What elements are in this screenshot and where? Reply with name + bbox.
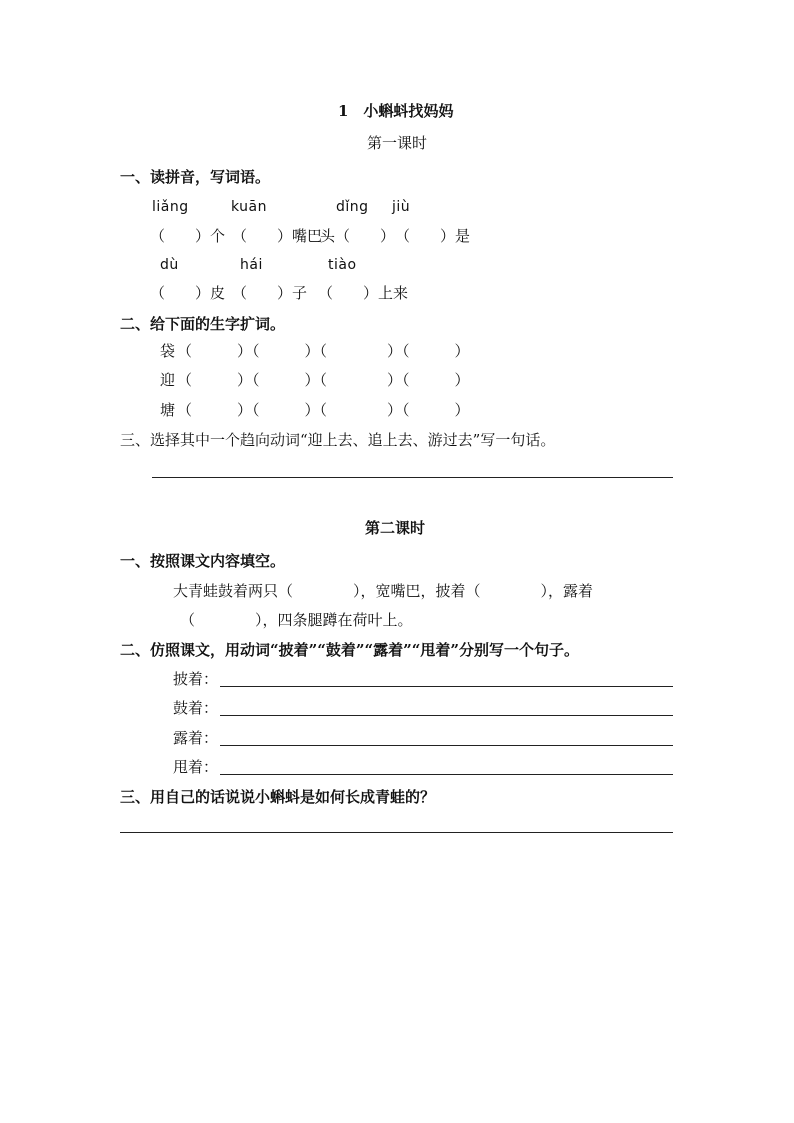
word-blank-tou[interactable]: 头（ ） bbox=[320, 227, 396, 245]
answer-line[interactable] bbox=[152, 477, 673, 478]
lesson1-heading: 第一课时 bbox=[367, 134, 428, 152]
sentence-label-shuaizhe: 甩着： bbox=[173, 758, 219, 776]
sentence-label-guzhe: 鼓着： bbox=[173, 699, 219, 717]
word-blank-ge[interactable]: （ ）个 bbox=[150, 227, 226, 245]
pinyin-jiu: jiù bbox=[392, 199, 411, 215]
lesson2-q2-label: 二、仿照课文，用动词“披着”“鼓着”“露着”“甩着”分别写一个句子。 bbox=[120, 641, 580, 659]
word-blank-pi[interactable]: （ ）皮 bbox=[150, 284, 226, 302]
sentence-line-pizhe[interactable] bbox=[220, 686, 673, 687]
pinyin-hai: hái bbox=[240, 257, 263, 273]
pinyin-liang: liǎng bbox=[152, 199, 189, 215]
char-dai: 袋 bbox=[160, 342, 176, 360]
lesson1-q2-label: 二、给下面的生字扩词。 bbox=[120, 315, 286, 333]
pinyin-tiao: tiào bbox=[328, 257, 357, 273]
sentence-label-luzhe: 露着： bbox=[173, 729, 219, 747]
sentence-line-guzhe[interactable] bbox=[220, 715, 673, 716]
pinyin-ding: dǐng bbox=[336, 199, 369, 215]
sentence-label-pizhe: 披着： bbox=[173, 670, 219, 688]
fill-line-1[interactable]: 大青蛙鼓着两只（ ），宽嘴巴，披着（ ），露着 bbox=[173, 582, 594, 600]
page-title: 1 小蝌蚪找妈妈 bbox=[338, 102, 454, 120]
word-blank-shanglai[interactable]: （ ）上来 bbox=[318, 284, 409, 302]
sentence-line-shuaizhe[interactable] bbox=[220, 774, 673, 775]
answer-line-growth[interactable] bbox=[120, 832, 673, 833]
lesson2-heading: 第二课时 bbox=[365, 519, 426, 537]
word-blank-shi[interactable]: （ ）是 bbox=[395, 227, 471, 245]
lesson2-q1-label: 一、按照课文内容填空。 bbox=[120, 552, 286, 570]
char-ying: 迎 bbox=[160, 371, 176, 389]
word-blank-zi[interactable]: （ ）子 bbox=[232, 284, 308, 302]
sentence-line-luzhe[interactable] bbox=[220, 745, 673, 746]
char-tang: 塘 bbox=[160, 401, 176, 419]
char-tang-blanks[interactable]: （ ）（ ）（ ）（ ） bbox=[177, 401, 470, 419]
lesson1-q3-label: 三、选择其中一个趋向动词“迎上去、追上去、游过去”写一句话。 bbox=[120, 431, 556, 449]
lesson2-q3-label: 三、用自己的话说说小蝌蚪是如何长成青蛙的？ bbox=[120, 788, 436, 806]
lesson1-q1-label: 一、读拼音，写词语。 bbox=[120, 168, 271, 186]
pinyin-kuan: kuān bbox=[231, 199, 268, 215]
pinyin-du: dù bbox=[160, 257, 179, 273]
char-ying-blanks[interactable]: （ ）（ ）（ ）（ ） bbox=[177, 371, 470, 389]
word-blank-zuiba[interactable]: （ ）嘴巴 bbox=[232, 227, 323, 245]
char-dai-blanks[interactable]: （ ）（ ）（ ）（ ） bbox=[177, 342, 470, 360]
fill-line-2[interactable]: （ ），四条腿蹲在荷叶上。 bbox=[180, 611, 413, 629]
